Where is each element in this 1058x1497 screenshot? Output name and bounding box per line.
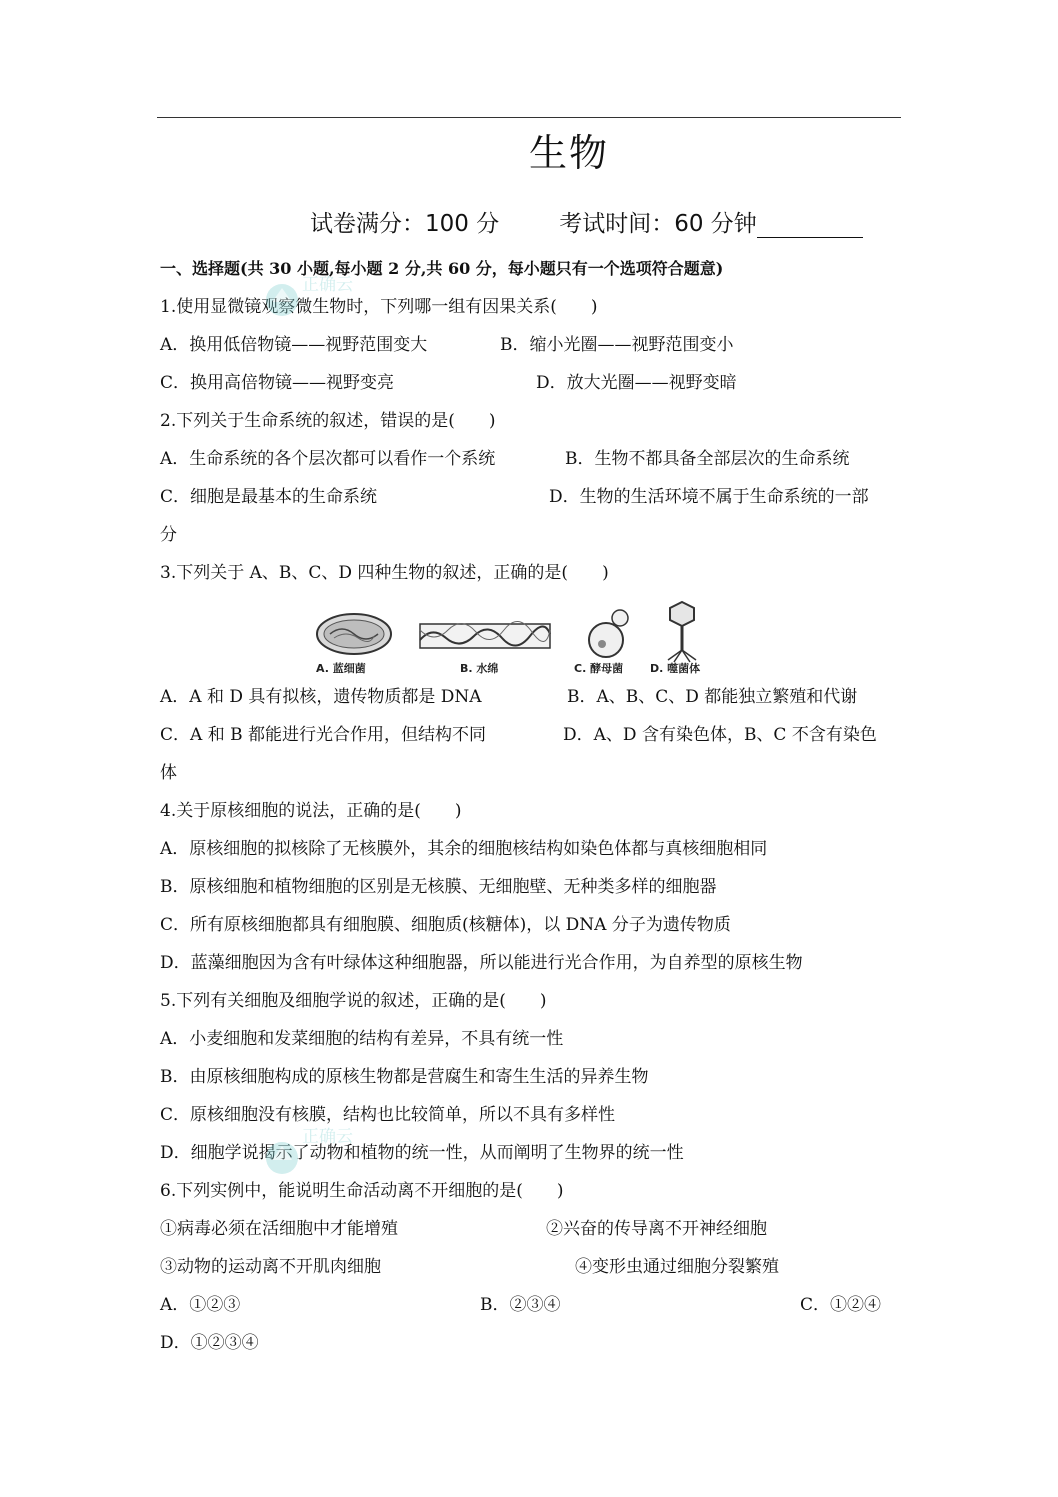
q3-option-d: D．A、D 含有染色体，B、C 不含有染色 [563,725,877,745]
q1-option-d: D．放大光圈——视野变暗 [536,373,737,393]
yeast-image [589,610,628,657]
watermark-logo-top [262,268,362,328]
organism-figure [312,600,722,678]
watermark-text-top: 正确云 [302,275,353,295]
figure-label-d: D. 噬菌体 [650,662,701,675]
q4-option-c: C．所有原核细胞都具有细胞膜、细胞质(核糖体)，以 DNA 分子为遗传物质 [160,915,731,935]
q6-stem: 6.下列实例中，能说明生命活动离不开细胞的是( ) [160,1181,564,1201]
bacteriophage-image [668,602,696,662]
figure-label-c: C. 酵母菌 [574,662,624,675]
answer-blank [757,213,863,238]
q1-option-b: B．缩小光圈——视野范围变小 [500,335,734,355]
q5-option-a: A．小麦细胞和发菜细胞的结构有差异，不具有统一性 [160,1029,564,1049]
q4-option-b: B．原核细胞和植物细胞的区别是无核膜、无细胞壁、无种类多样的细胞器 [160,877,717,897]
q6-option-d: D．①②③④ [160,1333,259,1353]
q2-option-c: C．细胞是最基本的生命系统 [160,487,378,507]
q2-option-b: B．生物不都具备全部层次的生命系统 [565,449,850,469]
q3-option-d-cont: 体 [160,763,177,783]
q5-stem: 5.下列有关细胞及细胞学说的叙述，正确的是( ) [160,991,547,1011]
q5-option-b: B．由原核细胞构成的原核生物都是营腐生和寄生生活的异养生物 [160,1067,649,1087]
q6-option-b: B．②③④ [480,1295,561,1315]
spirogyra-image [420,621,550,648]
header-rule [157,117,901,118]
q3-option-a: A．A 和 D 具有拟核，遗传物质都是 DNA [160,687,482,707]
q3-option-b: B．A、B、C、D 都能独立繁殖和代谢 [567,687,858,707]
q2-option-d: D．生物的生活环境不属于生命系统的一部 [549,487,869,507]
q6-option-a: A．①②③ [160,1295,241,1315]
q6-option-c: C．①②④ [800,1295,882,1315]
q2-stem: 2.下列关于生命系统的叙述，错误的是( ) [160,411,496,431]
q5-option-d: D．细胞学说揭示了动物和植物的统一性，从而阐明了生物界的统一性 [160,1143,684,1163]
figure-label-b: B. 水绵 [460,662,499,675]
exam-meta [310,205,863,238]
watermark-logo-bottom [262,1118,362,1178]
watermark-text-bottom: 正确云 [302,1127,353,1147]
q3-stem: 3.下列关于 A、B、C、D 四种生物的叙述，正确的是( ) [160,563,609,583]
cyanobacterium-image [317,614,391,654]
q6-statement-4: ④变形虫通过细胞分裂繁殖 [575,1257,779,1277]
q2-option-a: A．生命系统的各个层次都可以看作一个系统 [160,449,496,469]
full-score: 试卷满分：100 分 [310,211,500,237]
q1-option-c: C．换用高倍物镜——视野变亮 [160,373,395,393]
duration: 考试时间：60 分钟 [559,211,757,237]
q2-option-d-cont: 分 [160,525,177,545]
figure-label-a: A. 蓝细菌 [316,662,366,675]
page-title: 生物 [528,131,609,175]
q6-statement-1: ①病毒必须在活细胞中才能增殖 [160,1219,398,1239]
q3-option-c: C．A 和 B 都能进行光合作用，但结构不同 [160,725,486,745]
section-heading: 一、选择题(共 30 小题,每小题 2 分,共 60 分，每小题只有一个选项符合题意) [160,259,724,278]
q4-option-a: A．原核细胞的拟核除了无核膜外，其余的细胞核结构如染色体都与真核细胞相同 [160,839,768,859]
q4-option-d: D．蓝藻细胞因为含有叶绿体这种细胞器，所以能进行光合作用，为自养型的原核生物 [160,953,803,973]
q6-statement-3: ③动物的运动离不开肌肉细胞 [160,1257,381,1277]
q5-option-c: C．原核细胞没有核膜，结构也比较简单，所以不具有多样性 [160,1105,616,1125]
q1-option-a: A．换用低倍物镜——视野范围变大 [160,335,428,355]
q6-statement-2: ②兴奋的传导离不开神经细胞 [546,1219,767,1239]
q4-stem: 4.关于原核细胞的说法，正确的是( ) [160,801,462,821]
q1-stem: 1.使用显微镜观察微生物时，下列哪一组有因果关系( ) [160,297,598,317]
